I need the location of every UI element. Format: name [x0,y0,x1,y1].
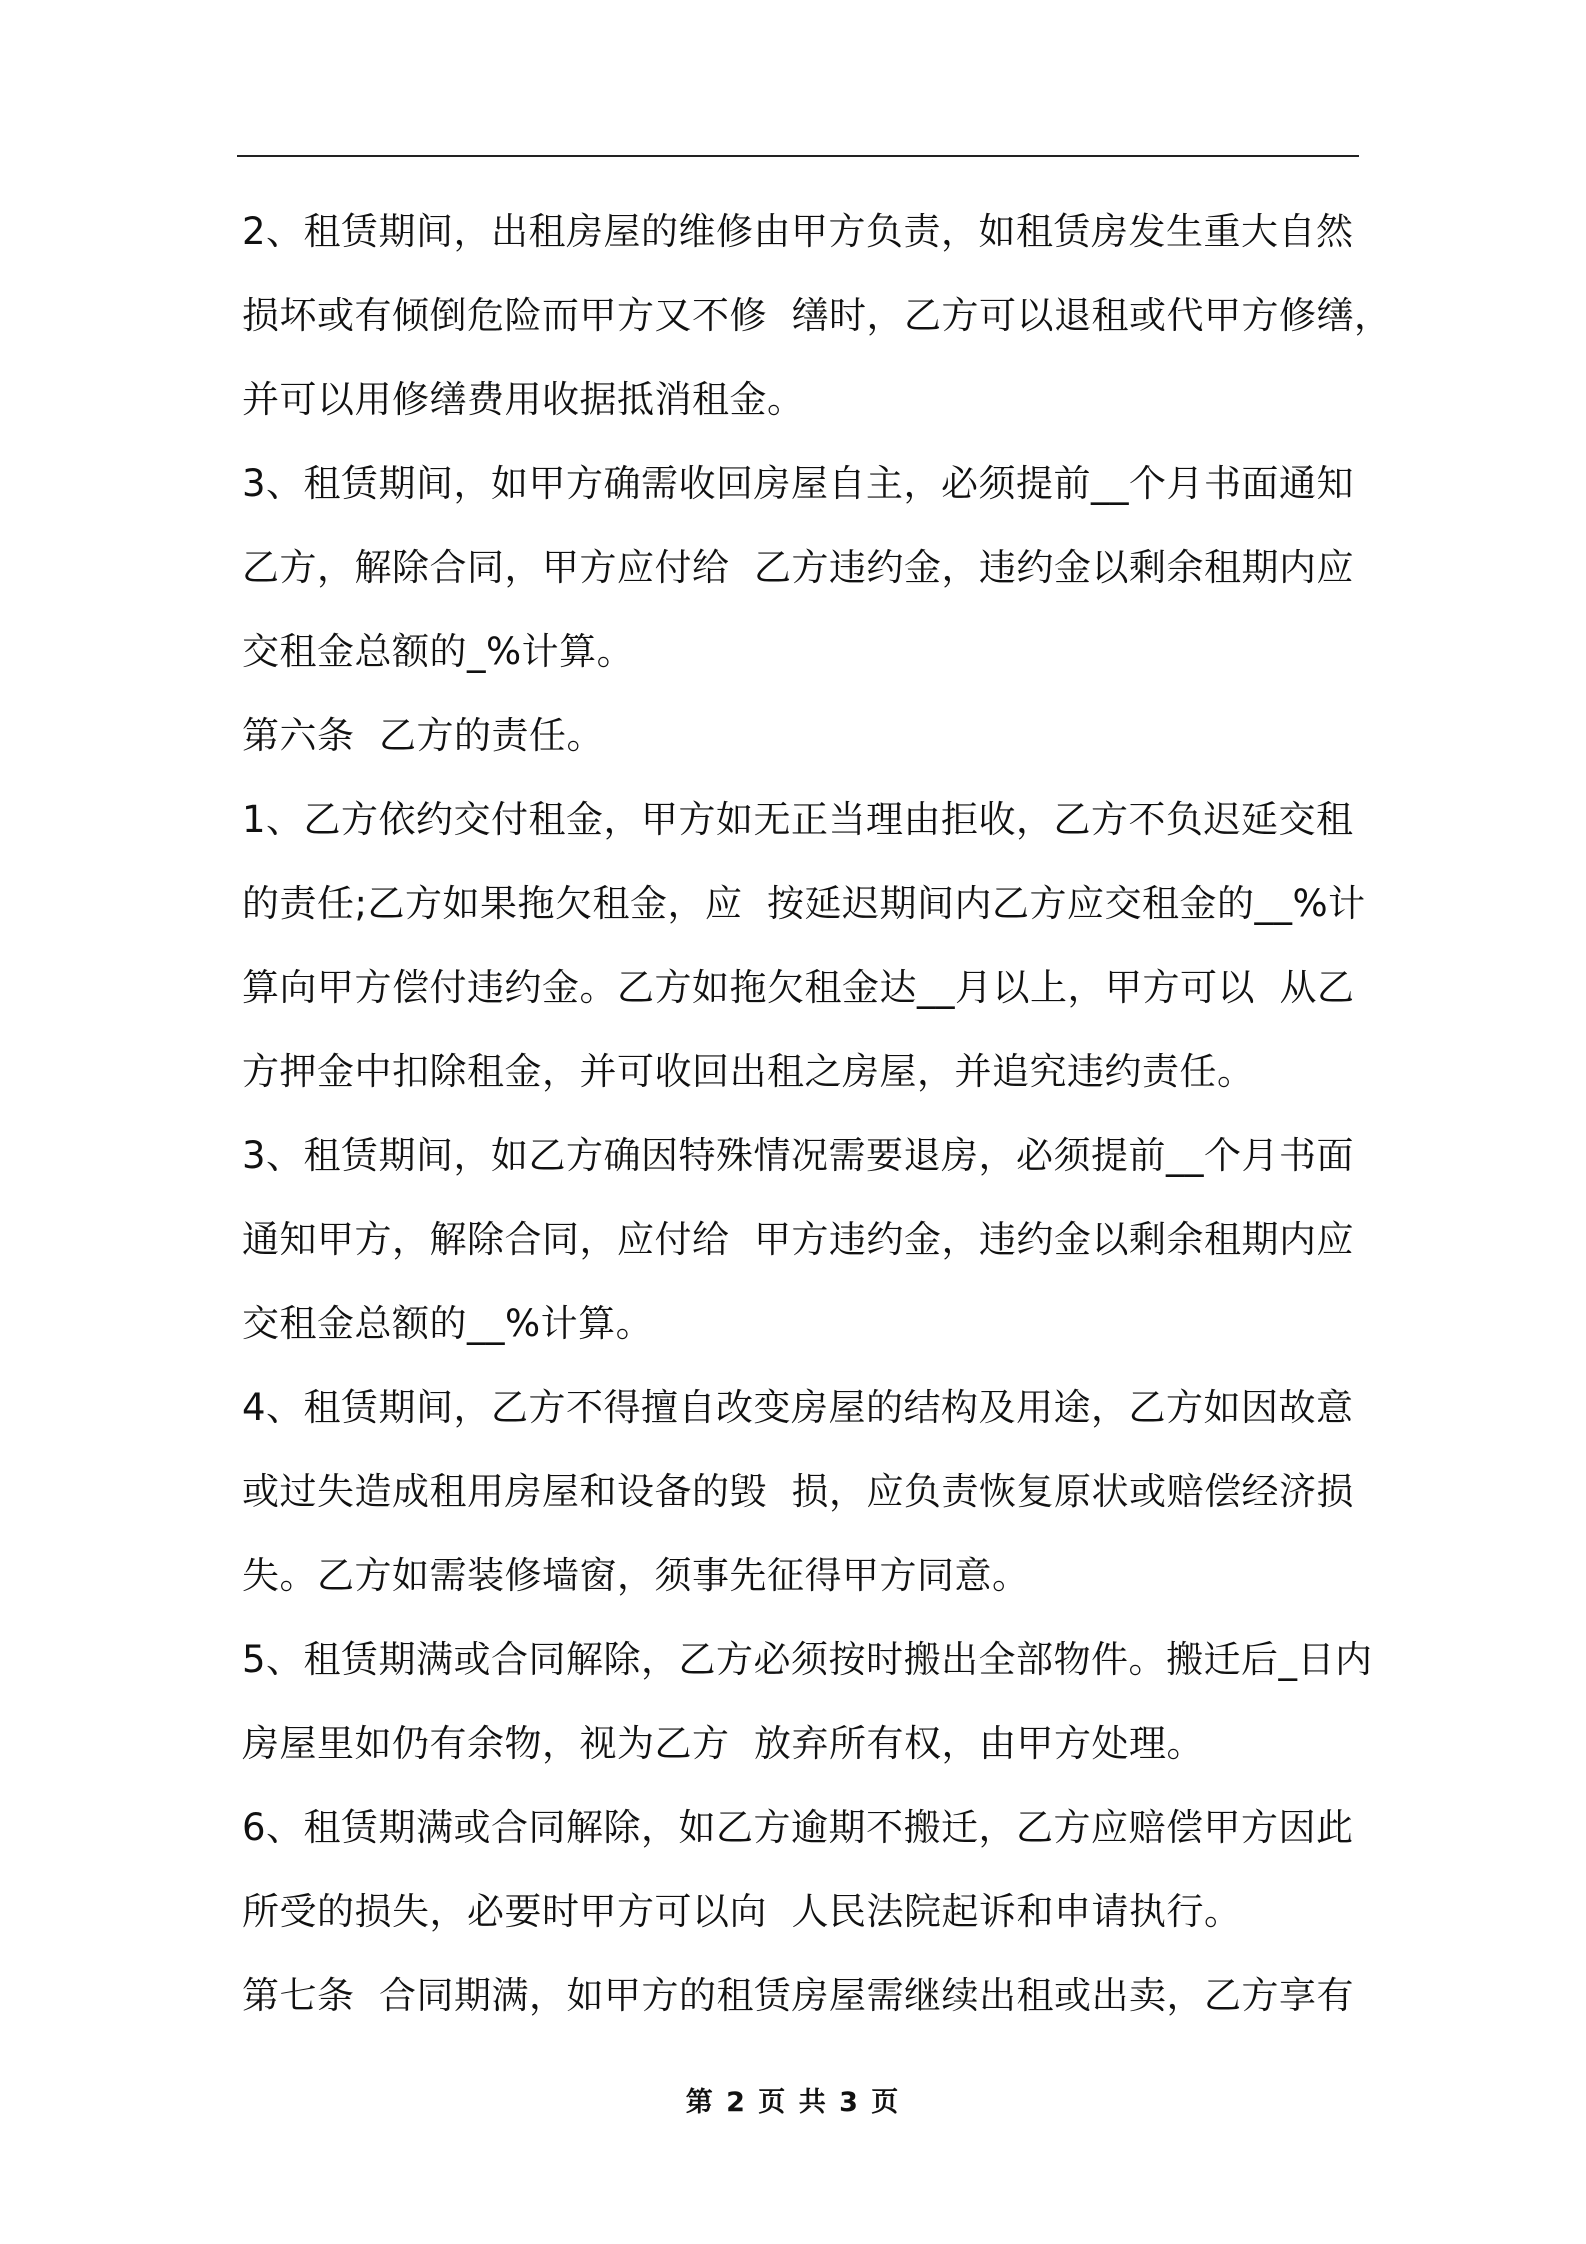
document-body [242,200,1392,2048]
text-line: 所受的损失，必要时甲方可以向 人民法院起诉和申请执行。 [242,1890,1242,1933]
text-line: 通知甲方，解除合同，应付给 甲方违约金，违约金以剩余租期内应 [242,1218,1355,1261]
header-divider [237,155,1359,157]
text-line: 失。乙方如需装修墙窗，须事先征得甲方同意。 [242,1554,1030,1597]
text-line: 房屋里如仍有余物，视为乙方 放弃所有权，由甲方处理。 [242,1722,1205,1765]
text-line: 的责任;乙方如果拖欠租金，应 按延迟期间内乙方应交租金的__%计 [242,882,1366,925]
section-heading: 第七条 合同期满，如甲方的租赁房屋需继续出租或出卖，乙方享有 [242,1974,1355,2017]
text-line: 或过失造成租用房屋和设备的毁 损，应负责恢复原状或赔偿经济损 [242,1470,1355,1513]
text-line: 4、租赁期间，乙方不得擅自改变房屋的结构及用途，乙方如因故意 [242,1386,1354,1429]
text-line: 3、租赁期间，如甲方确需收回房屋自主，必须提前__个月书面通知 [242,462,1355,505]
text-line: 乙方，解除合同，甲方应付给 乙方违约金，违约金以剩余租期内应 [242,546,1355,589]
text-line: 1、乙方依约交付租金，甲方如无正当理由拒收，乙方不负迟延交租 [242,798,1354,841]
text-line: 交租金总额的__%计算。 [242,1302,654,1345]
text-line: 算向甲方偿付违约金。乙方如拖欠租金达__月以上，甲方可以 从乙 [242,966,1355,1009]
text-line: 并可以用修缮费用收据抵消租金。 [242,378,805,421]
text-line: 交租金总额的_%计算。 [242,630,635,673]
text-line: 6、租赁期满或合同解除，如乙方逾期不搬迁，乙方应赔偿甲方因此 [242,1806,1354,1849]
page-number: 第 2 页 共 3 页 [685,2087,901,2118]
text-line: 损坏或有倾倒危险而甲方又不修 缮时，乙方可以退租或代甲方修缮， [242,294,1392,337]
section-heading: 第六条 乙方的责任。 [242,714,605,757]
text-line: 3、租赁期间，如乙方确因特殊情况需要退房，必须提前__个月书面 [242,1134,1355,1177]
text-line: 5、租赁期满或合同解除，乙方必须按时搬出全部物件。搬迁后_日内 [242,1638,1373,1681]
text-line: 2、租赁期间，出租房屋的维修由甲方负责，如租赁房发生重大自然 [242,210,1354,253]
text-line: 方押金中扣除租金，并可收回出租之房屋，并追究违约责任。 [242,1050,1255,1093]
